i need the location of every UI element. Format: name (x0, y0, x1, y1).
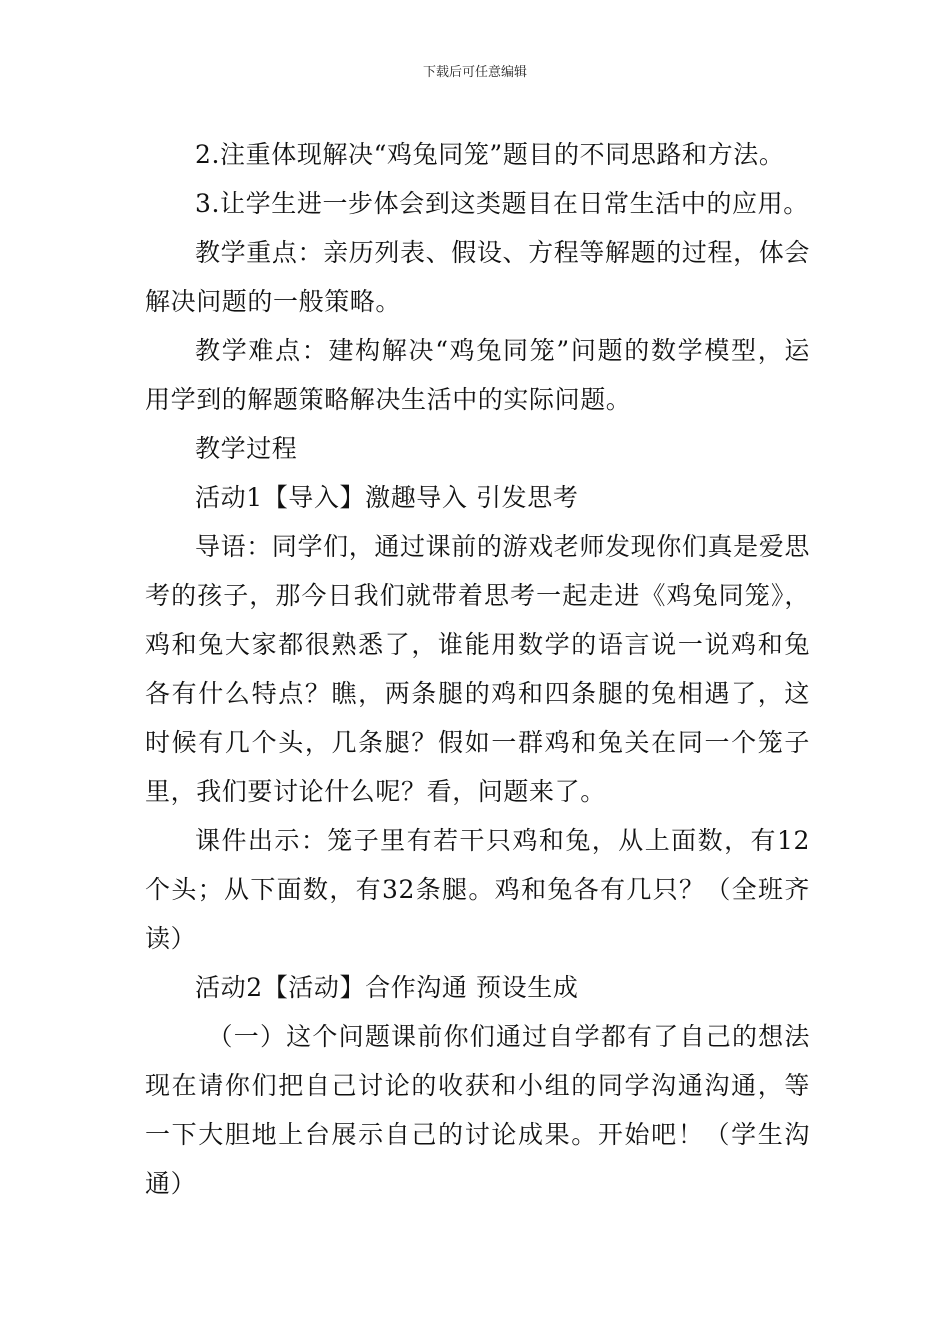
courseware-problem: 课件出示：笼子里有若干只鸡和兔，从上面数，有12个头；从下面数，有32条腿。鸡和兔各有几只？（全班齐读） (145, 826, 810, 953)
section-heading-process: 教学过程 (195, 434, 298, 463)
introduction-paragraph: 导语：同学们，通过课前的游戏老师发现你们真是爱思考的孩子，那今日我们就带着思考一起走进《鸡兔同笼》，鸡和兔大家都很熟悉了，谁能用数学的语言说一说鸡和兔各有什么特点？瞧，两条腿的鸡和四条腿的兔相遇了，这时候有几个头，几条腿？假如一群鸡和兔关在同一个笼子里，我们要讨论什么呢？看，问题来了。 (145, 532, 810, 806)
objective-2: 2.注重体现解决“鸡兔同笼”题目的不同思路和方法。 (195, 140, 785, 169)
document-body (145, 130, 810, 1208)
teaching-focus: 教学重点：亲历列表、假设、方程等解题的过程，体会解决问题的一般策略。 (145, 238, 810, 316)
activity-2-heading: 活动2【活动】合作沟通 预设生成 (195, 973, 579, 1002)
teaching-difficulty: 教学难点：建构解决“鸡兔同笼”问题的数学模型，运用学到的解题策略解决生活中的实际问题。 (145, 336, 810, 414)
group-discussion-paragraph: （一）这个问题课前你们通过自学都有了自己的想法现在请你们把自己讨论的收获和小组的同学沟通沟通，等一下大胆地上台展示自己的讨论成果。开始吧！（学生沟通） (145, 1022, 810, 1198)
activity-1-heading: 活动1【导入】激趣导入 引发思考 (195, 483, 579, 512)
page-header: 下载后可任意编辑 (422, 65, 527, 80)
objective-3: 3.让学生进一步体会到这类题目在日常生活中的应用。 (195, 189, 809, 218)
